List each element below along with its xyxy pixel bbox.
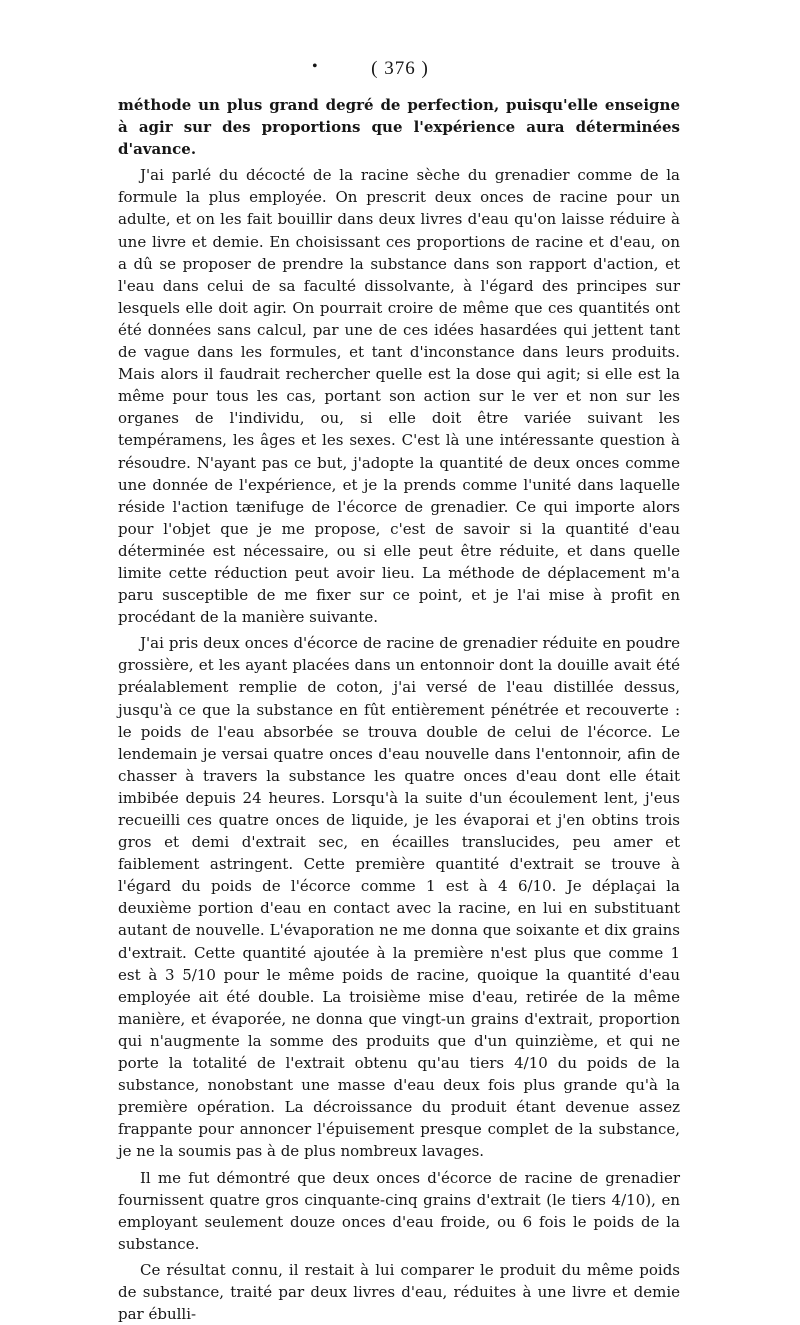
paragraph-decocte: J'ai parlé du décocté de la racine sèche du grenadier comme de la formule la plus employée. On prescrit deux onces de racine pour un adulte, et on les fait bouillir dans deux livres d'eau qu'on laisse réduire à une livre et demie. En choisissant ces proportions de racine et d'eau, on a dû se proposer de prendre la substance dans son rapport d'action, et l'eau dans celui de sa faculté dissolvante, à l'égard des principes sur lesquels elle doit agir. On pourrait croire de même que ces quantités ont été données sans calcul, par une de ces idées hasardées qui jettent tant de vague dans les formules, et tant d'inconstance dans leurs produits. Mais alors il faudrait rechercher quelle est la dose qui agit; si elle est la même pour tous les cas, portant son action sur le ver et non sur les organes de l'individu, ou, si elle doit être variée suivant les tempéramens, les âges et les sexes. C'est là une intéressante question à résoudre. N'ayant pas ce but, j'adopte la quantité de deux onces comme une donnée de l'expérience, et je la prends comme l'unité dans laquelle réside l'action tænifuge de l'écorce de grenadier. Ce qui importe alors pour l'objet que je me propose, c'est de savoir si la quantité d'eau déterminée est nécessaire, ou si elle peut être réduite, et dans quelle limite cette réduction peut avoir lieu. La méthode de déplacement m'a paru susceptible de me fixer sur ce point, et je l'ai mise à profit en procédant de la manière suivante.	[118, 166, 680, 627]
body-text	[118, 94, 680, 1325]
page-number: ( 376 )	[371, 58, 429, 79]
paragraph-continuation: méthode un plus grand degré de perfection, puisqu'elle enseigne à agir sur des proportions que l'expérience aura déterminées d'avance.	[118, 96, 680, 159]
paragraph-experiment: J'ai pris deux onces d'écorce de racine de grenadier réduite en poudre grossière, et les ayant placées dans un entonnoir dont la douille avait été préalablement remplie de coton, j'ai versé de l'eau distillée dessus, jusqu'à ce que la substance en fût entièrement pénétrée et recouverte : le poids de l'eau absorbée se trouva double de celui de l'écorce. Le lendemain je versai quatre onces d'eau nouvelle dans l'entonnoir, afin de chasser à travers la substance les quatre onces d'eau dont elle était imbibée depuis 24 heures. Lorsqu'à la suite d'un écoulement lent, j'eus recueilli ces quatre onces de liquide, je les évaporai et j'en obtins trois gros et demi d'extrait sec, en écailles translucides, peu amer et faiblement astringent. Cette première quantité d'extrait se trouve à l'égard du poids de l'écorce comme 1 est à 4 6/10. Je déplaçai la deuxième portion d'eau en contact avec la racine, en lui en substituant autant de nouvelle. L'évaporation ne me donna que soixante et dix grains d'extrait. Cette quantité ajoutée à la première n'est plus que comme 1 est à 3 5/10 pour le même poids de racine, quoique la quantité d'eau employée ait été double. La troisième mise d'eau, retirée de la même manière, et évaporée, ne donna que vingt-un grains d'extrait, proportion qui n'augmente la somme des produits que d'un quinzième, et qui ne porte la totalité de l'extrait obtenu qu'au tiers 4/10 du poids de la substance, nonobstant une masse d'eau deux fois plus grande qu'à la première opération. La décroissance du produit étant devenue assez frappante pour annoncer l'épuisement presque complet de la substance, je ne la soumis pas à de plus nombreux lavages.	[118, 634, 680, 1161]
page-header	[0, 58, 800, 80]
header-dot: •	[312, 58, 319, 75]
paragraph-comparison: Ce résultat connu, il restait à lui comparer le produit du même poids de substance, traité par deux livres d'eau, réduites à une livre et demie par ébulli-	[118, 1260, 680, 1324]
paragraph-result: Il me fut démontré que deux onces d'écorce de racine de grenadier fournissent quatre gros cinquante-cinq grains d'extrait (le tiers 4/10), en employant seulement douze onces d'eau froide, ou 6 fois le poids de la substance.	[118, 1168, 680, 1253]
